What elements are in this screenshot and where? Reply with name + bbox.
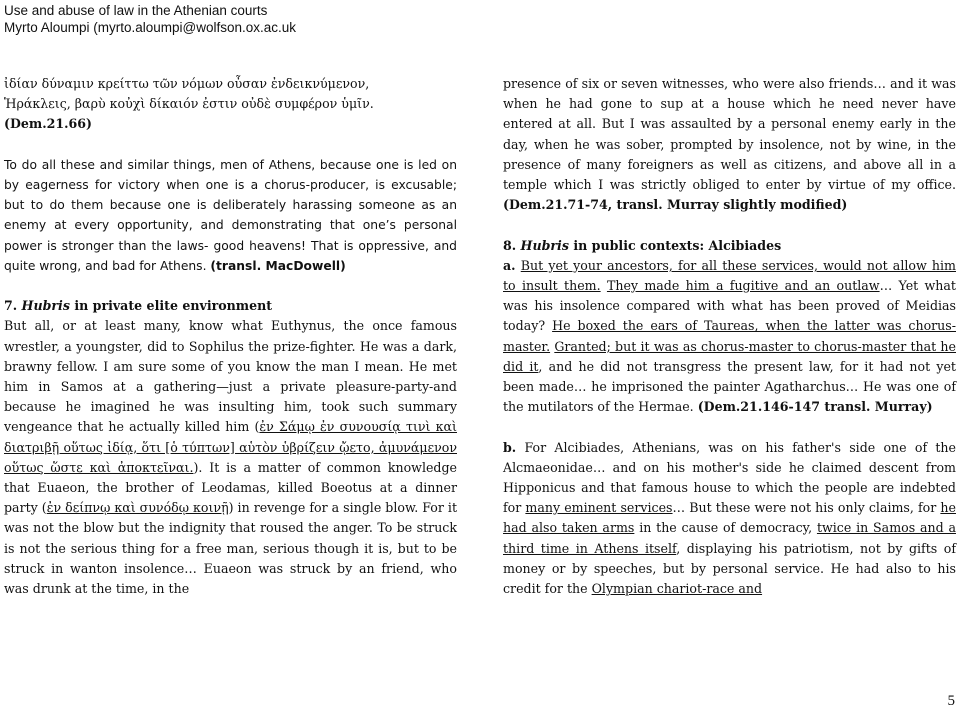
left-column	[4, 74, 457, 599]
right-reference-1: (Dem.21.71-74, transl. Murray slightly modified)	[503, 197, 848, 213]
right-reference-2: (Dem.21.146-147 transl. Murray)	[697, 399, 933, 415]
section-8b-paragraph: b. For Alcibiades, Athenians, was on his father's side one of the Alcmaeonidae… and on his mother's side he claimed descent from Hipponicus and that famous house to which the people are indebted for many eminent services… But these were not his only claims, for he had also taken arms in the cause of democracy, twice in Samos and a third time in Athens itself, displaying his patriotism, not by gifts of money or by speeches, but by personal service. He had also to his credit for the Olympian chariot-race and	[503, 439, 956, 597]
greek-inline-2: ἐν δείπνῳ καὶ συνόδῳ κοινῇ	[46, 500, 229, 516]
translation-paragraph	[4, 155, 457, 276]
section-8-heading: 8. Hubris in public contexts: Alcibiades	[503, 237, 782, 253]
section-7-heading: 7. Hubris in private elite environment	[4, 298, 273, 314]
greek-inline-1: ἐν Σάμῳ ἐν συνουσίᾳ τινὶ καὶ διατριβῇ οὕτως ἰδίᾳ, ὅτι [ὁ τύπτων] αὑτὸν ὑβρίζειν ᾤετο, ἀμυνάμενον οὕτως ὥστε καὶ ἀποκτεῖναι.	[4, 419, 457, 475]
right-continuation-paragraph: presence of six or seven witnesses, who were also friends… and it was when he had gone to sup at a house which he need never have entered at all. But I was assaulted by a personal enemy early in the day, when he was sober, prompted by insolence, not by wine, in the presence of many foreigners as well as citizens, and above all in a temple which I was strictly obliged to enter by virtue of my office. (Dem.21.71-74, transl. Murray slightly modified)	[503, 76, 956, 213]
section-7-paragraph: But all, or at least many, know what Euthynus, the once famous wrestler, a youngster, did to Sophilus the prize-fighter. He was a dark, brawny fellow. I am sure some of you know the man I mean. He met him in Samos at a gathering—just a private pleasure-party-and because he imagined he was insulting him, took such summary vengeance that he actually killed him (ἐν Σάμῳ ἐν συνουσίᾳ τινὶ καὶ διατριβῇ οὕτως ἰδίᾳ, ὅτι [ὁ τύπτων] αὑτὸν ὑβρίζειν ᾤετο, ἀμυνάμενον οὕτως ὥστε καὶ ἀποκτεῖναι.). It is a matter of common knowledge that Euaeon, the brother of Leodamas, killed Boeotus at a dinner party (ἐν δείπνῳ καὶ συνόδῳ κοινῇ) in revenge for a single blow. For it was not the blow but the indignity that roused the anger. To be struck is not the serious thing for a free man, serious though it is, but to be struck in wanton insolence… Euaeon was struck by an friend, who was drunk at the time, in the	[4, 318, 458, 597]
translation-text: To do all these and similar things, men of Athens, because one is led on by eagerness for victory when one is a chorus-producer, is excusable; but to do them because one is deliberately harassing someone as an enemy at every opportunity, and demonstrating that one’s personal power is stronger than the laws- good heavens! That is oppressive, and quite wrong, and bad for Athens.	[4, 157, 457, 273]
right-column	[503, 74, 956, 599]
greek-reference: (Dem.21.66)	[4, 116, 92, 132]
page-number: 5	[947, 693, 955, 709]
page-header	[4, 2, 296, 36]
document-title: Use and abuse of law in the Athenian courts	[4, 3, 268, 18]
greek-quote	[4, 74, 457, 135]
greek-line-1: ἰδίαν δύναμιν κρείττω τῶν νόμων οὖσαν ἐνδεικνύμενον,	[4, 76, 370, 91]
greek-line-2: Ἡράκλεις, βαρὺ κοὐχὶ δίκαιόν ἐστιν οὐδὲ συμφέρον ὑμῖν.	[4, 96, 374, 112]
section-8a-paragraph: a. But yet your ancestors, for all these services, would not allow him to insult them. They made him a fugitive and an outlaw… Yet what was his insolence compared with what has been proved of Meidias today? He boxed the ears of Taureas, when the latter was chorus-master. Granted; but it was as chorus-master to chorus-master that he did it, and he did not transgress the present law, for it had not yet been made… he imprisoned the painter Agatharchus… He was one of the mutilators of the Hermae. (Dem.21.146-147 transl. Murray)	[503, 257, 956, 415]
author-line: Myrto Aloumpi (myrto.aloumpi@wolfson.ox.ac.uk	[4, 20, 297, 35]
translation-reference: (transl. MacDowell)	[210, 258, 346, 273]
